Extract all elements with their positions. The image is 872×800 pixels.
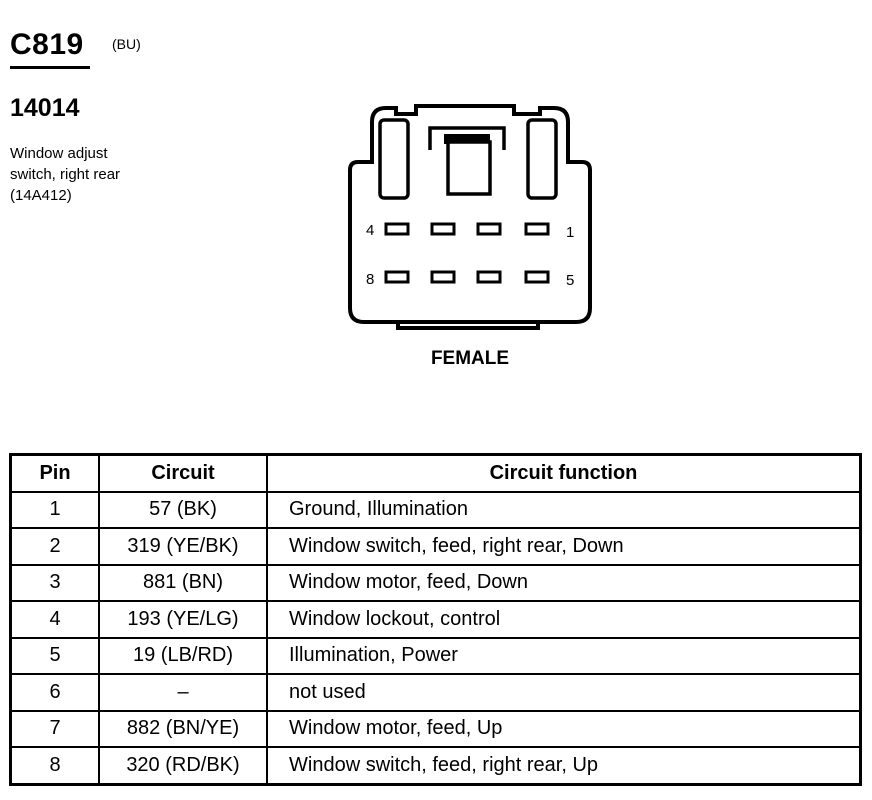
- pin-cell: 6: [11, 674, 100, 711]
- header-pin: Pin: [11, 455, 100, 492]
- description-line-2: switch, right rear: [10, 166, 121, 183]
- table-row: [11, 711, 861, 748]
- function-cell: Window switch, feed, right rear, Up: [267, 747, 861, 784]
- table-header-row: [11, 455, 861, 492]
- circuit-cell: 881 (BN): [99, 565, 267, 602]
- function-cell: Illumination, Power: [267, 638, 861, 675]
- pin-cell: 3: [11, 565, 100, 602]
- pin-cavity-2: [478, 224, 500, 234]
- connector-key: [448, 142, 490, 194]
- function-cell: Window switch, feed, right rear, Down: [267, 528, 861, 565]
- pin-cell: 2: [11, 528, 100, 565]
- connector-left-slot: [380, 120, 408, 198]
- circuit-cell: –: [99, 674, 267, 711]
- pin-cavity-1: [526, 224, 548, 234]
- pin-cavity-5: [526, 272, 548, 282]
- connector-color: (BU): [112, 36, 141, 52]
- table-row: [11, 528, 861, 565]
- description-line-1: Window adjust: [10, 145, 108, 162]
- pinout-table: [9, 453, 862, 786]
- pin-cell: 4: [11, 601, 100, 638]
- circuit-cell: 57 (BK): [99, 492, 267, 529]
- header-circuit: Circuit: [99, 455, 267, 492]
- pin-cell: 8: [11, 747, 100, 784]
- connector-gender-label: FEMALE: [430, 348, 510, 369]
- table-row: [11, 601, 861, 638]
- description-line-3: (14A412): [10, 187, 72, 204]
- pin-label-4: 4: [366, 222, 375, 239]
- circuit-cell: 319 (YE/BK): [99, 528, 267, 565]
- pin-label-1: 1: [566, 224, 575, 241]
- circuit-cell: 19 (LB/RD): [99, 638, 267, 675]
- function-cell: Window motor, feed, Down: [267, 565, 861, 602]
- table-row: [11, 747, 861, 784]
- circuit-cell: 193 (YE/LG): [99, 601, 267, 638]
- function-cell: Window lockout, control: [267, 601, 861, 638]
- function-cell: Window motor, feed, Up: [267, 711, 861, 748]
- circuit-cell: 320 (RD/BK): [99, 747, 267, 784]
- table-row: [11, 565, 861, 602]
- table-row: [11, 638, 861, 675]
- component-number: 14014: [10, 94, 80, 122]
- function-cell: not used: [267, 674, 861, 711]
- pin-cavity-4: [386, 224, 408, 234]
- component-description: [10, 143, 120, 206]
- pin-cell: 5: [11, 638, 100, 675]
- pin-label-5: 5: [566, 272, 575, 289]
- function-cell: Ground, Illumination: [267, 492, 861, 529]
- header-circuit-function: Circuit function: [267, 455, 861, 492]
- connector-id: C819: [10, 28, 84, 61]
- pin-cavity-8: [386, 272, 408, 282]
- pin-cell: 1: [11, 492, 100, 529]
- circuit-cell: 882 (BN/YE): [99, 711, 267, 748]
- pin-cell: 7: [11, 711, 100, 748]
- pin-cavity-7: [432, 272, 454, 282]
- connector-right-slot: [528, 120, 556, 198]
- pin-cavity-6: [478, 272, 500, 282]
- connector-id-underline: [10, 66, 90, 69]
- connector-face-drawing: [340, 100, 600, 335]
- table-row: [11, 492, 861, 529]
- pin-label-8: 8: [366, 271, 375, 288]
- pin-cavity-3: [432, 224, 454, 234]
- table-row: [11, 674, 861, 711]
